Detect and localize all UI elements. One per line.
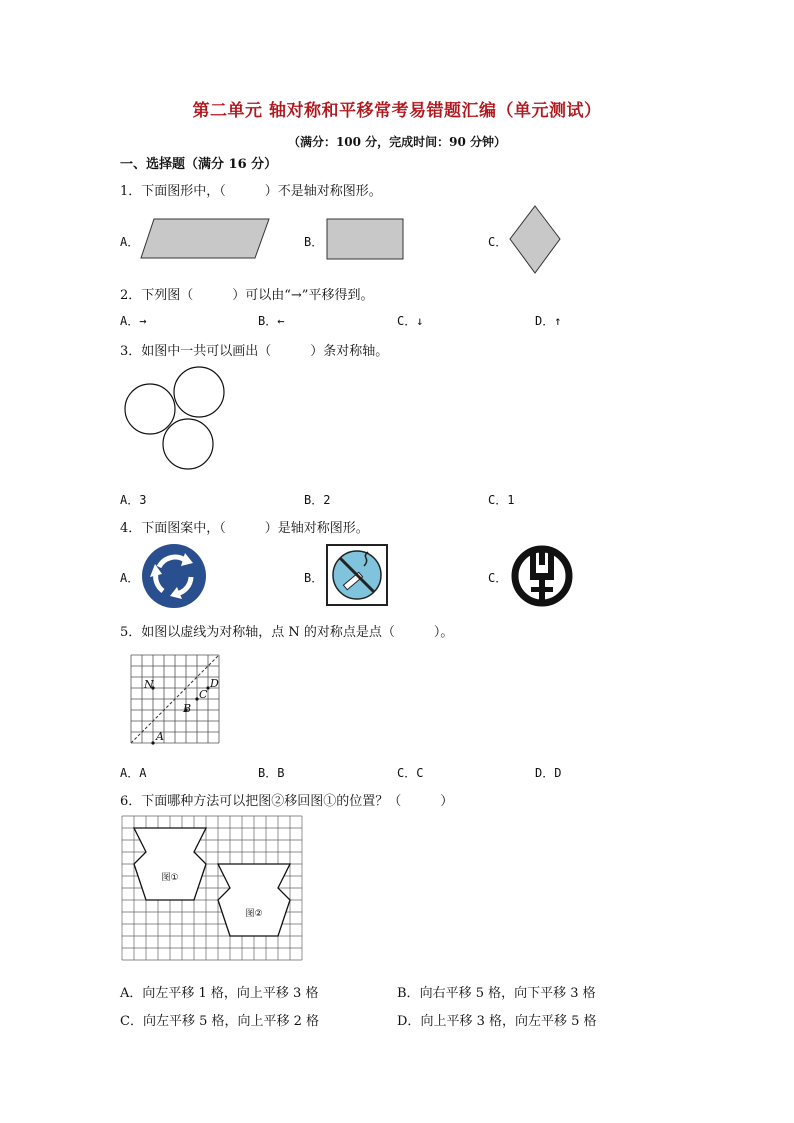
q6-option-c[interactable]: C．向左平移 5 格，向上平移 2 格: [120, 1014, 320, 1029]
q2-option-c[interactable]: C．↓: [397, 314, 424, 328]
arrow-down-icon: ↓: [416, 314, 424, 328]
point-label: D: [210, 677, 219, 690]
q5-option-d[interactable]: D．D: [535, 766, 562, 780]
q3-option-c[interactable]: C．1: [488, 493, 515, 507]
q1-rhombus-figure: [509, 205, 563, 275]
arrow-right-icon: →: [139, 314, 147, 328]
q1-option-c-label[interactable]: C．: [488, 235, 508, 249]
q4-option-a-label[interactable]: A．: [120, 571, 140, 585]
q1-option-b-label[interactable]: B．: [304, 235, 324, 249]
q3-option-b[interactable]: B．2: [304, 493, 331, 507]
figure-2-shape: [218, 864, 290, 936]
point-label: C: [199, 688, 208, 701]
bank-logo-icon: [509, 543, 575, 609]
arrow-up-icon: ↑: [554, 314, 562, 328]
q6-option-d[interactable]: D．向上平移 3 格，向左平移 5 格: [397, 1014, 597, 1029]
figure-1-shape: [134, 828, 206, 900]
q5-option-b[interactable]: B．B: [258, 766, 285, 780]
q6-grid-figure: [121, 815, 309, 971]
q1-parallelogram-figure: [140, 218, 270, 260]
q4-option-b-label[interactable]: B．: [304, 571, 324, 585]
figure-label: 图①: [161, 873, 179, 883]
question-4-text: 4．下面图案中，（ ）是轴对称图形。: [120, 521, 369, 536]
question-1-text: 1．下面图形中，（ ）不是轴对称图形。: [120, 184, 382, 199]
q2-option-b[interactable]: B．←: [258, 314, 285, 328]
page-title: 第二单元 轴对称和平移常考易错题汇编（单元测试）: [192, 101, 602, 121]
q4-option-c-label[interactable]: C．: [488, 571, 508, 585]
point-label: N: [144, 678, 154, 691]
q3-three-circles-figure: [122, 365, 232, 473]
figure-label: 图②: [245, 909, 263, 919]
arrow-left-icon: ←: [277, 314, 285, 328]
section-heading: 一、选择题（满分 16 分）: [120, 157, 278, 172]
q6-option-a[interactable]: A．向左平移 1 格，向上平移 3 格: [120, 986, 319, 1001]
question-5-text: 5．如图以虚线为对称轴，点 N 的对称点是点（ ）。: [120, 625, 454, 640]
q1-rectangle-figure: [326, 218, 404, 260]
q6-option-b[interactable]: B．向右平移 5 格，向下平移 3 格: [397, 986, 596, 1001]
question-3-text: 3．如图中一共可以画出（ ）条对称轴。: [120, 344, 389, 359]
roundabout-sign-icon: [141, 543, 207, 609]
q1-option-a-label[interactable]: A．: [120, 235, 140, 249]
point-dot: [151, 741, 154, 744]
q3-option-a[interactable]: A．3: [120, 493, 147, 507]
point-label: A: [156, 730, 164, 743]
question-6-text: 6．下面哪种方法可以把图②移回图①的位置？（ ）: [120, 794, 454, 809]
q2-option-d[interactable]: D．↑: [535, 314, 562, 328]
q5-option-a[interactable]: A．A: [120, 766, 147, 780]
question-2-text: 2．下列图（ ）可以由“→”平移得到。: [120, 288, 374, 303]
q5-grid-figure: [130, 654, 222, 742]
q5-option-c[interactable]: C．C: [397, 766, 424, 780]
q2-option-a[interactable]: A．→: [120, 314, 147, 328]
no-smoking-sign-icon: [326, 544, 388, 606]
point-label: B: [183, 702, 192, 715]
page-subtitle: （满分：100 分，完成时间：90 分钟）: [287, 135, 507, 149]
